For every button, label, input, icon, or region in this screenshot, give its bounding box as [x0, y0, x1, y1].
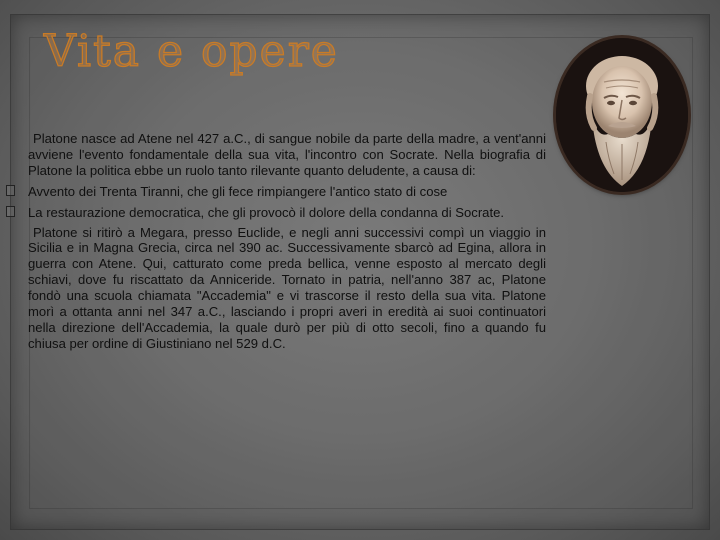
bullet-icon: [6, 185, 15, 196]
intro-paragraph: Platone nasce ad Atene nel 427 a.C., di sangue nobile da parte della madre, a vent'anni avviene l'evento fondamentale della sua vita, l'incontro con Socrate. Nella biografia di Platone la politica ebbe un ruolo tanto rilevante quanto deludente, a causa di:: [28, 131, 546, 178]
bullet-item: [28, 205, 546, 221]
body-paragraph: Platone si ritirò a Megara, presso Euclide, e negli anni successivi compì un viaggio in Sicilia e in Magna Grecia, circa nel 390 ac. Successivamente sbarcò ad Egina, allora in guerra con Atene. Qui, catturato come preda bellica, venne esposto al mercato degli schiavi, dove fu riscattato da Anniceride. Tornato in patria, nell'anno 387 ac, Platone fondò una scuola chiamata "Accademia" e vi trascorse il resto della sua vita. Platone morì a ottanta anni nel 347 a.C., lasciando i propri averi in eredità ai suoi continuatori nella direzione dell'Accademia, la quale durò per più di otto secoli, fino a quando fu chiusa per ordine di Giustiniano nel 529 d.C.: [28, 224, 546, 351]
bullet-text: La restaurazione democratica, che gli provocò il dolore della condanna di Socrate.: [28, 204, 505, 220]
portrait-image: [556, 38, 688, 192]
bullet-item: [28, 184, 546, 200]
bullet-text: Avvento dei Trenta Tiranni, che gli fece rimpiangere l'antico stato di cose: [28, 183, 448, 199]
bullet-icon: [6, 206, 15, 217]
slide-title: Vita e opere: [44, 26, 339, 77]
slide-content: [28, 131, 546, 352]
bust-portrait-icon: [556, 38, 688, 192]
